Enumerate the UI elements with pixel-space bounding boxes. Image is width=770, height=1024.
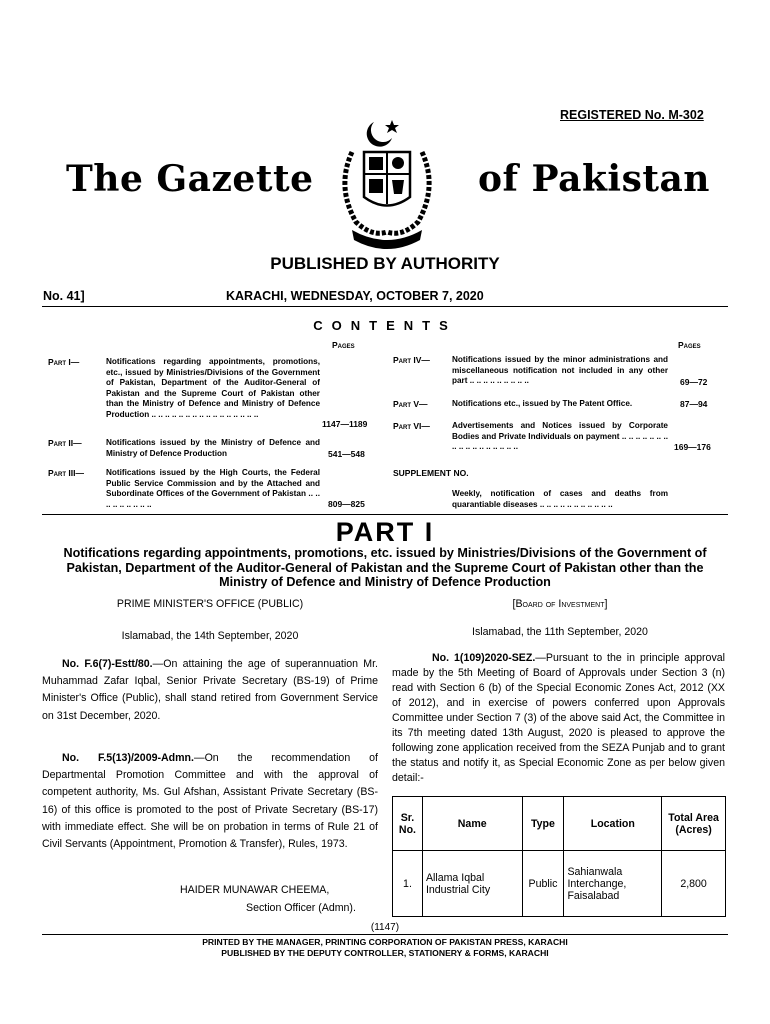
table-row: [393, 851, 726, 917]
signatory-designation: Section Officer (Admn).: [246, 902, 356, 914]
footer-rule: [42, 934, 728, 935]
contents-part-3-label: Part III—: [48, 468, 84, 478]
table-cell: Sahianwala Interchange, Faisalabad: [564, 851, 662, 917]
contents-part-2-pages: 541—548: [328, 449, 365, 459]
signatory-name: HAIDER MUNAWAR CHEEMA,: [180, 884, 330, 896]
contents-heading: CONTENTS: [313, 318, 457, 333]
table-cell: 1.: [393, 851, 423, 917]
table-header-cell: Sr. No.: [393, 797, 423, 851]
table-cell: Allama Iqbal Industrial City: [422, 851, 522, 917]
right-date: Islamabad, the 11th September, 2020: [472, 626, 648, 638]
notification-1: [42, 656, 378, 725]
contents-part-5-label: Part V—: [393, 399, 428, 409]
contents-part-1-pages: 1147—1189: [322, 419, 368, 429]
table-header-cell: Name: [422, 797, 522, 851]
notification-2: [42, 750, 378, 853]
sez-detail-table: [392, 796, 726, 917]
contents-part-6-text: Advertisements and Notices issued by Corporate Bodies and Private Individuals on payment .. .. .. .. .. .. .. .. .. .. .. .. .. .. .. .. ..: [452, 421, 668, 451]
contents-part-1-text: Notifications regarding appointments, promotions, etc., issued by Ministries/Divisions of the Government of Pakistan, Department of the Auditor-General of Pakistan and the Supreme Court of Pakistan other than the Ministry of Defence and Ministry of Defence Production .. .. .. .. .. .. .. .. .. .. .. .. .. .. .. ..: [106, 357, 320, 419]
part-subtitle: Notifications regarding appointments, promotions, etc. issued by Ministries/Divisions of the Government of Pakistan, Department of the Auditor-General of Pakistan and the Supreme Court of Pakistan other than the Ministry of Defence and Ministry of Defence Production: [63, 546, 707, 589]
table-cell: Public: [522, 851, 564, 917]
issue-number: No. 41]: [43, 289, 85, 303]
registered-number: REGISTERED No. M-302: [560, 108, 704, 122]
contents-part-2-label: Part II—: [48, 438, 82, 448]
table-header-cell: Location: [564, 797, 662, 851]
left-date: Islamabad, the 14th September, 2020: [121, 630, 299, 642]
supplement-label: SUPPLEMENT NO.: [393, 468, 469, 478]
notification-1-text: —On attaining the age of superannuation Mr. Muhammad Zafar Iqbal, Senior Private Secretary (BS-19) of Prime Minister's Office (Public), shall stand retired from Government Service on 31st December, 2020.: [42, 658, 378, 722]
gazette-title-left: The Gazette: [66, 158, 314, 200]
part-title: PART I: [335, 517, 435, 547]
issue-dateline: KARACHI, WEDNESDAY, OCTOBER 7, 2020: [226, 289, 484, 303]
contents-part-5-text: Notifications etc., issued by The Patent Office.: [452, 399, 633, 408]
contents-part-4-text: Notifications issued by the minor administrations and miscellaneous notification not included in any other part .. .. .. .. .. .. .. .. ..: [452, 355, 668, 385]
pages-label-left: Pages: [332, 340, 355, 350]
right-office-heading: [Board of Investment]: [512, 598, 608, 610]
supplement-text: Weekly, notification of cases and deaths from quarantiable diseases .. .. .. .. .. .. .. .. .. .. ..: [452, 489, 668, 509]
notification-sez: [392, 651, 725, 786]
table-header-row: [393, 797, 726, 851]
notification-sez-text: —Pursuant to the in principle approval made by the 5th Meeting of Board of Approvals under Section 3 (n) read with Section 6 (b) of the Special Economic Zones Act, 2012 (XX of 2012), and in exercise of powers conferred upon Approvals Committee under Section 7 (3) of the above said Act, the Committee in its 7th meeting dated 13th August, 2020 is pleased to approve the following zone application received from the SEZA Punjab and to grant the status and notify it, as Special Economic Zone as per below given detail:-: [392, 652, 725, 784]
contents-part-5-pages: 87—94: [680, 399, 708, 409]
footer-line-2: PUBLISHED BY THE DEPUTY CONTROLLER, STATIONERY & FORMS, KARACHI: [221, 948, 549, 958]
contents-part-6-pages: 169—176: [674, 442, 711, 452]
contents-part-1-label: Part I—: [48, 357, 80, 367]
contents-part-3-text: Notifications issued by the High Courts, the Federal Public Service Commission and by the Attached and Subordinate Offices of the Government of Pakistan .. .. .. .. .. .. .. .. ..: [106, 468, 320, 509]
contents-part-6-label: Part VI—: [393, 421, 430, 431]
notification-sez-number: No. 1(109)2020-SEZ.: [432, 652, 536, 664]
pages-label-right: Pages: [678, 340, 701, 350]
contents-part-2-text: Notifications issued by the Ministry of Defence and Ministry of Defence Production: [106, 438, 320, 458]
table-header-cell: Type: [522, 797, 564, 851]
contents-part-4-pages: 69—72: [680, 377, 708, 387]
contents-part-4-label: Part IV—: [393, 355, 430, 365]
contents-part-3-pages: 809—825: [328, 499, 365, 509]
gazette-title-right: of Pakistan: [478, 158, 710, 200]
header-rule: [42, 306, 728, 307]
notification-2-number: No. F.5(13)/2009-Admn.: [62, 752, 194, 764]
page-number: (1147): [370, 922, 400, 933]
footer-line-1: PRINTED BY THE MANAGER, PRINTING CORPORATION OF PAKISTAN PRESS, KARACHI: [202, 937, 568, 947]
contents-rule: [42, 514, 728, 515]
notification-2-text: —On the recommendation of Departmental Promotion Committee and with the approval of competent authority, Ms. Gul Afshan, Assistant Private Secretary (BS-16) of this office is promoted to the post of Private Secretary (BS-17) with immediate effect. She will be on probation in terms of Rule 21 of Civil Servants (Appointment, Promotion & Transfer), Rules, 1973.: [42, 752, 378, 851]
table-cell: 2,800: [662, 851, 726, 917]
table-header-cell: Total Area (Acres): [662, 797, 726, 851]
left-office-heading: PRIME MINISTER'S OFFICE (PUBLIC): [116, 598, 304, 610]
notification-1-number: No. F.6(7)-Estt/80.: [62, 658, 153, 670]
state-emblem-icon: [322, 112, 452, 252]
published-by-authority: PUBLISHED BY AUTHORITY: [270, 254, 500, 273]
